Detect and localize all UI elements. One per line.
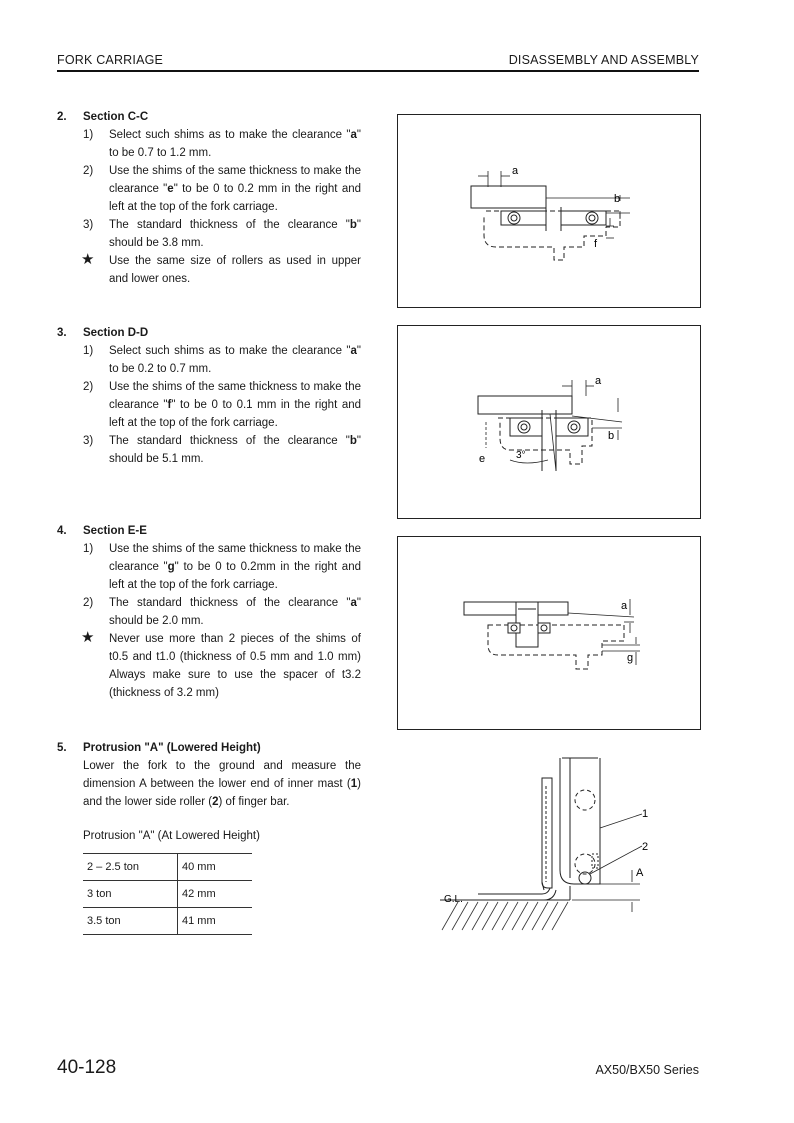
- dimension-label: a: [621, 600, 628, 612]
- page-number: 40-128: [57, 1057, 117, 1078]
- dimension-label: g: [627, 652, 634, 664]
- item-text: Select such shims as to make the clearance ": [109, 129, 351, 141]
- list-item: [57, 126, 361, 162]
- figure-protrusion: [430, 750, 670, 940]
- list-item: [57, 216, 361, 252]
- dimension-label: A: [636, 867, 644, 879]
- section-number: 3.: [57, 327, 67, 339]
- table-cell-model: 2 – 2.5 ton: [83, 854, 178, 881]
- dimension-label: a: [512, 165, 519, 177]
- dimension-label: b: [614, 193, 621, 205]
- section-heading: [57, 324, 361, 342]
- list-item: [57, 594, 361, 630]
- table-cell-model: 3 ton: [83, 881, 178, 908]
- dimension-label: a: [595, 375, 602, 387]
- table-row: [83, 881, 252, 908]
- item-text: Never use more than 2 pieces of the shims of t0.5 and t1.0 (thickness of 0.5 mm and 1.0 mm) Always make sure to use the spacer of t3.2 (thickness of 3.2 mm): [109, 633, 361, 699]
- section-title: Section C-C: [83, 111, 149, 123]
- figure-section-c-c: [397, 114, 701, 308]
- clearance-symbol: a: [350, 597, 357, 609]
- item-marker: 1): [83, 129, 94, 141]
- section-title: Section E-E: [83, 525, 147, 537]
- ground-level-label: G.L.: [444, 894, 463, 905]
- part-number: 1: [350, 778, 358, 790]
- list-item: [57, 342, 361, 378]
- clearance-symbol: g: [167, 561, 175, 573]
- clearance-symbol: b: [349, 219, 357, 231]
- list-item: [57, 432, 361, 468]
- figure-section-d-d: [397, 325, 701, 519]
- section-heading: [57, 108, 361, 126]
- item-text: " should be 3.8 mm.: [109, 219, 361, 249]
- item-marker: 2): [83, 165, 94, 177]
- item-text: " should be 5.1 mm.: [109, 435, 361, 465]
- item-marker: 3): [83, 219, 94, 231]
- table-cell-value: 40 mm: [178, 854, 253, 881]
- section-title: Section D-D: [83, 327, 149, 339]
- paragraph-text: ) of finger bar.: [218, 796, 290, 808]
- star-icon: ★: [81, 251, 95, 268]
- header-section-title: FORK CARRIAGE: [57, 53, 164, 67]
- item-text: Use the shims of the same thickness to make the clearance ": [109, 165, 361, 195]
- item-text: " to be 0 to 0.1 mm in the right and left at the top of the fork carriage.: [109, 399, 362, 429]
- item-text: " should be 2.0 mm.: [109, 597, 361, 627]
- clearance-symbol: f: [167, 399, 172, 411]
- clearance-symbol: e: [167, 183, 174, 195]
- item-text: The standard thickness of the clearance ": [109, 597, 351, 609]
- item-text: The standard thickness of the clearance ": [109, 219, 350, 231]
- section-number: 5.: [57, 742, 67, 754]
- header-chapter-title: DISASSEMBLY AND ASSEMBLY: [508, 53, 699, 67]
- item-text: Use the shims of the same thickness to make the clearance ": [109, 381, 361, 411]
- item-text: The standard thickness of the clearance ": [109, 435, 350, 447]
- section-heading: [57, 522, 361, 540]
- star-icon: ★: [81, 629, 95, 646]
- section-protrusion: [57, 739, 361, 811]
- figure-section-e-e: [397, 536, 701, 730]
- section-e-e: [57, 522, 361, 702]
- item-text: Use the shims of the same thickness to make the clearance ": [109, 543, 361, 573]
- item-text: " to be 0 to 0.2mm in the right and left at the top of the fork carriage.: [109, 561, 361, 591]
- list-item-note: [57, 252, 361, 288]
- clearance-symbol: a: [350, 129, 357, 141]
- list-item: [57, 378, 361, 432]
- table-row: [83, 854, 252, 881]
- item-marker: 1): [83, 345, 94, 357]
- item-marker: 2): [83, 381, 94, 393]
- protrusion-table: [83, 853, 252, 935]
- section-d-d: [57, 324, 361, 468]
- dimension-label: b: [608, 430, 615, 442]
- angle-label: 3°: [516, 450, 526, 461]
- list-item: [57, 162, 361, 216]
- part-label: 1: [642, 808, 649, 820]
- table-caption: Protrusion "A" (At Lowered Height): [83, 830, 260, 842]
- item-text: " to be 0.7 to 1.2 mm.: [109, 129, 361, 159]
- item-text: " to be 0 to 0.2 mm in the right and left at the top of the fork carriage.: [109, 183, 362, 213]
- item-marker: 2): [83, 597, 94, 609]
- section-number: 2.: [57, 111, 67, 123]
- item-text: " to be 0.2 to 0.7 mm.: [109, 345, 361, 375]
- series-name: AX50/BX50 Series: [595, 1063, 699, 1077]
- item-marker: 1): [83, 543, 94, 555]
- table-row: [83, 908, 252, 935]
- list-item: [57, 540, 361, 594]
- part-label: 2: [642, 841, 649, 853]
- item-text: Use the same size of rollers as used in upper and lower ones.: [109, 255, 361, 285]
- list-item-note: [57, 630, 361, 702]
- table-cell-value: 41 mm: [178, 908, 253, 935]
- item-text: Select such shims as to make the clearance ": [109, 345, 351, 357]
- paragraph-text: Lower the fork to the ground and measure the dimension A between the lower end of inner mast (: [83, 760, 361, 790]
- dimension-label: e: [479, 453, 486, 465]
- header-rule: [57, 70, 699, 72]
- item-marker: 3): [83, 435, 94, 447]
- table-cell-model: 3.5 ton: [83, 908, 178, 935]
- clearance-symbol: a: [350, 345, 357, 357]
- section-c-c: [57, 108, 361, 288]
- section-heading: [57, 739, 361, 757]
- dimension-label: f: [594, 238, 598, 250]
- part-number: 2: [212, 796, 219, 808]
- section-title: Protrusion "A" (Lowered Height): [83, 742, 261, 754]
- paragraph-text: ) and the lower side roller (: [83, 778, 361, 808]
- section-number: 4.: [57, 525, 67, 537]
- paragraph: [57, 757, 361, 811]
- table-cell-value: 42 mm: [178, 881, 253, 908]
- clearance-symbol: b: [349, 435, 357, 447]
